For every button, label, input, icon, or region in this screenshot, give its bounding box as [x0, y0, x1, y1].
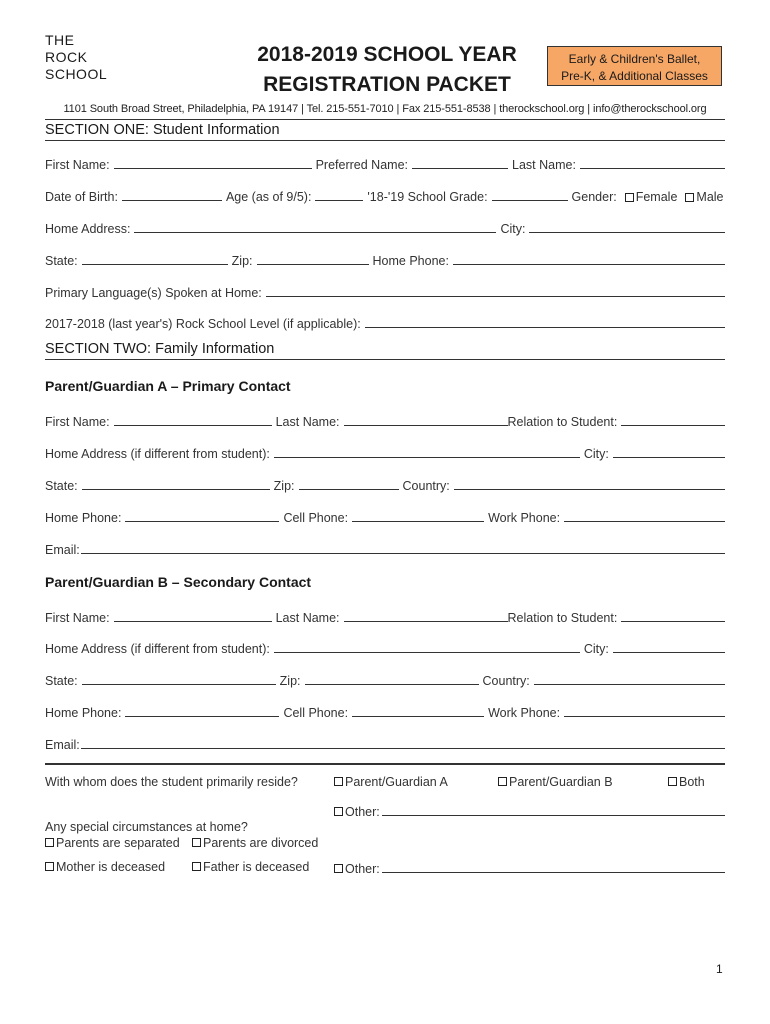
guardian-a-phone-row — [45, 507, 725, 525]
language-field[interactable] — [266, 295, 725, 297]
cell-phone-label: Cell Phone: — [283, 706, 349, 720]
guardian-a-email-field[interactable] — [81, 552, 725, 554]
reside-other-row — [334, 801, 725, 819]
checkbox-icon — [668, 777, 677, 786]
checkbox-icon — [45, 862, 54, 871]
level-field[interactable] — [365, 326, 725, 328]
checkbox-icon — [192, 838, 201, 847]
badge-line: Early & Children's Ballet, — [568, 52, 701, 66]
gender-label: Gender: — [571, 190, 617, 204]
age-label: Age (as of 9/5): — [225, 190, 312, 204]
guardian-a-city-field[interactable] — [613, 456, 725, 458]
student-first-name-field[interactable] — [114, 167, 312, 169]
guardian-b-state-field[interactable] — [82, 683, 276, 685]
checkbox-icon — [334, 777, 343, 786]
school-address: 1101 South Broad Street, Philadelphia, PA 19147 | Tel. 215-551-7010 | Fax 215-551-8538 | therockschool.org | info@therockschool.org — [63, 103, 707, 115]
checkbox-icon — [192, 862, 201, 871]
guardian-b-city-field[interactable] — [613, 651, 725, 653]
badge-line: Pre-K, & Additional Classes — [561, 69, 708, 83]
section-one-title: SECTION ONE: Student Information — [45, 122, 725, 141]
student-state-row — [45, 250, 725, 268]
special-question: Any special circumstances at home? — [45, 820, 248, 834]
home-address-label: Home Address (if different from student): — [45, 447, 270, 461]
level-label: 2017-2018 (last year's) Rock School Level (if applicable): — [45, 317, 361, 331]
section-two-title: SECTION TWO: Family Information — [45, 341, 725, 360]
reside-other-checkbox[interactable] — [334, 805, 382, 819]
separated-label: Parents are separated — [56, 836, 180, 850]
header-divider — [45, 119, 725, 120]
checkbox-icon — [45, 838, 54, 847]
checkbox-icon — [625, 193, 634, 202]
male-checkbox[interactable] — [677, 190, 723, 204]
student-preferred-name-field[interactable] — [412, 167, 508, 169]
student-address-row — [45, 218, 725, 236]
reside-guardian-a-label: Parent/Guardian A — [345, 775, 448, 789]
grade-label: '18-'19 School Grade: — [367, 190, 488, 204]
guardian-a-address-row — [45, 443, 725, 461]
reside-guardian-b-label: Parent/Guardian B — [509, 775, 613, 789]
reside-both-label: Both — [679, 775, 705, 789]
state-label: State: — [45, 479, 78, 493]
relation-label: Relation to Student: — [507, 415, 618, 429]
title-line: REGISTRATION PACKET — [263, 73, 511, 96]
relation-label: Relation to Student: — [507, 611, 618, 625]
checkbox-icon — [334, 864, 343, 873]
female-checkbox[interactable] — [621, 190, 678, 204]
guardian-b-country-field[interactable] — [534, 683, 725, 685]
guardian-a-state-row — [45, 475, 725, 493]
male-label: Male — [696, 190, 724, 204]
home-phone-label: Home Phone: — [45, 511, 122, 525]
special-other-field[interactable] — [382, 871, 725, 873]
mother-deceased-label: Mother is deceased — [56, 860, 166, 874]
dob-field[interactable] — [122, 199, 222, 201]
guardian-b-last-name-field[interactable] — [344, 620, 508, 622]
guardian-a-last-name-field[interactable] — [344, 424, 508, 426]
guardian-a-relation-field[interactable] — [621, 424, 725, 426]
checkbox-icon — [498, 777, 507, 786]
school-logo — [45, 32, 107, 83]
home-address-field[interactable] — [134, 231, 496, 233]
father-deceased-checkbox[interactable] — [192, 860, 309, 874]
guardian-b-relation-field[interactable] — [621, 620, 725, 622]
first-name-label: First Name: — [45, 415, 110, 429]
guardian-a-zip-field[interactable] — [299, 488, 399, 490]
page-number: 1 — [716, 962, 723, 976]
city-label: City: — [500, 222, 526, 236]
home-phone-label: Home Phone: — [372, 254, 449, 268]
student-name-row — [45, 154, 725, 172]
guardian-a-email-row — [45, 539, 725, 557]
state-field[interactable] — [82, 263, 228, 265]
reside-question: With whom does the student primarily reside? — [45, 775, 298, 789]
reside-both-checkbox[interactable] — [668, 775, 705, 789]
city-label: City: — [583, 642, 609, 656]
age-field[interactable] — [315, 199, 363, 201]
special-other-label: Other: — [345, 862, 380, 876]
guardian-a-first-name-field[interactable] — [114, 424, 272, 426]
city-label: City: — [583, 447, 609, 461]
zip-label: Zip: — [231, 254, 253, 268]
cell-phone-label: Cell Phone: — [283, 511, 349, 525]
guardian-a-state-field[interactable] — [82, 488, 270, 490]
guardian-a-country-field[interactable] — [454, 488, 725, 490]
divorced-checkbox[interactable] — [192, 836, 318, 850]
reside-guardian-b-checkbox[interactable] — [498, 775, 613, 789]
logo-line: THE — [45, 32, 75, 48]
country-label: Country: — [482, 674, 530, 688]
student-language-row — [45, 282, 725, 300]
guardian-a-name-row — [45, 411, 725, 429]
guardian-a-cell-phone-field[interactable] — [352, 520, 484, 522]
first-name-label: First Name: — [45, 158, 110, 172]
guardian-b-email-field[interactable] — [81, 747, 725, 749]
guardian-b-first-name-field[interactable] — [114, 620, 272, 622]
guardian-b-cell-phone-field[interactable] — [352, 715, 484, 717]
state-label: State: — [45, 674, 78, 688]
guardian-b-home-phone-field[interactable] — [125, 715, 279, 717]
page-title — [222, 40, 552, 100]
guardian-b-state-row — [45, 670, 725, 688]
female-label: Female — [635, 190, 678, 204]
home-phone-label: Home Phone: — [45, 706, 122, 720]
father-deceased-label: Father is deceased — [203, 860, 310, 874]
home-address-label: Home Address (if different from student): — [45, 642, 270, 656]
logo-line: SCHOOL — [45, 66, 108, 82]
mother-deceased-checkbox[interactable] — [45, 860, 165, 874]
program-badge — [547, 46, 722, 86]
first-name-label: First Name: — [45, 611, 110, 625]
zip-field[interactable] — [257, 263, 369, 265]
zip-label: Zip: — [273, 479, 295, 493]
zip-label: Zip: — [279, 674, 301, 688]
special-other-row — [334, 858, 725, 876]
home-phone-field[interactable] — [453, 263, 725, 265]
grade-field[interactable] — [492, 199, 568, 201]
checkbox-icon — [685, 193, 694, 202]
guardian-b-address-row — [45, 638, 725, 656]
email-label: Email: — [45, 543, 80, 557]
last-name-label: Last Name: — [275, 415, 340, 429]
state-label: State: — [45, 254, 78, 268]
guardian-b-email-row — [45, 734, 725, 752]
guardian-a-address-field[interactable] — [274, 456, 580, 458]
work-phone-label: Work Phone: — [488, 706, 561, 720]
special-other-checkbox[interactable] — [334, 862, 382, 876]
preferred-name-label: Preferred Name: — [315, 158, 408, 172]
guardian-b-work-phone-field[interactable] — [564, 715, 725, 717]
home-address-label: Home Address: — [45, 222, 131, 236]
work-phone-label: Work Phone: — [488, 511, 561, 525]
dob-label: Date of Birth: — [45, 190, 118, 204]
guardian-b-phone-row — [45, 702, 725, 720]
title-line: 2018-2019 SCHOOL YEAR — [257, 43, 517, 66]
city-field[interactable] — [529, 231, 725, 233]
guardian-b-zip-field[interactable] — [305, 683, 479, 685]
guardian-b-title: Parent/Guardian B – Secondary Contact — [45, 574, 312, 590]
divorced-label: Parents are divorced — [203, 836, 319, 850]
language-label: Primary Language(s) Spoken at Home: — [45, 286, 262, 300]
guardian-b-name-row — [45, 607, 725, 625]
guardian-a-home-phone-field[interactable] — [125, 520, 279, 522]
guardian-a-title: Parent/Guardian A – Primary Contact — [45, 378, 291, 394]
guardian-a-work-phone-field[interactable] — [564, 520, 725, 522]
country-label: Country: — [402, 479, 450, 493]
last-name-label: Last Name: — [275, 611, 340, 625]
student-level-row — [45, 313, 725, 331]
logo-line: ROCK — [45, 49, 88, 65]
residence-divider — [45, 763, 725, 765]
reside-guardian-a-checkbox[interactable] — [334, 775, 448, 789]
reside-other-field[interactable] — [382, 814, 725, 816]
reside-other-label: Other: — [345, 805, 380, 819]
student-dob-row — [45, 186, 725, 204]
separated-checkbox[interactable] — [45, 836, 180, 850]
guardian-b-address-field[interactable] — [274, 651, 580, 653]
checkbox-icon — [334, 807, 343, 816]
last-name-label: Last Name: — [512, 158, 576, 172]
student-last-name-field[interactable] — [580, 167, 725, 169]
email-label: Email: — [45, 738, 80, 752]
